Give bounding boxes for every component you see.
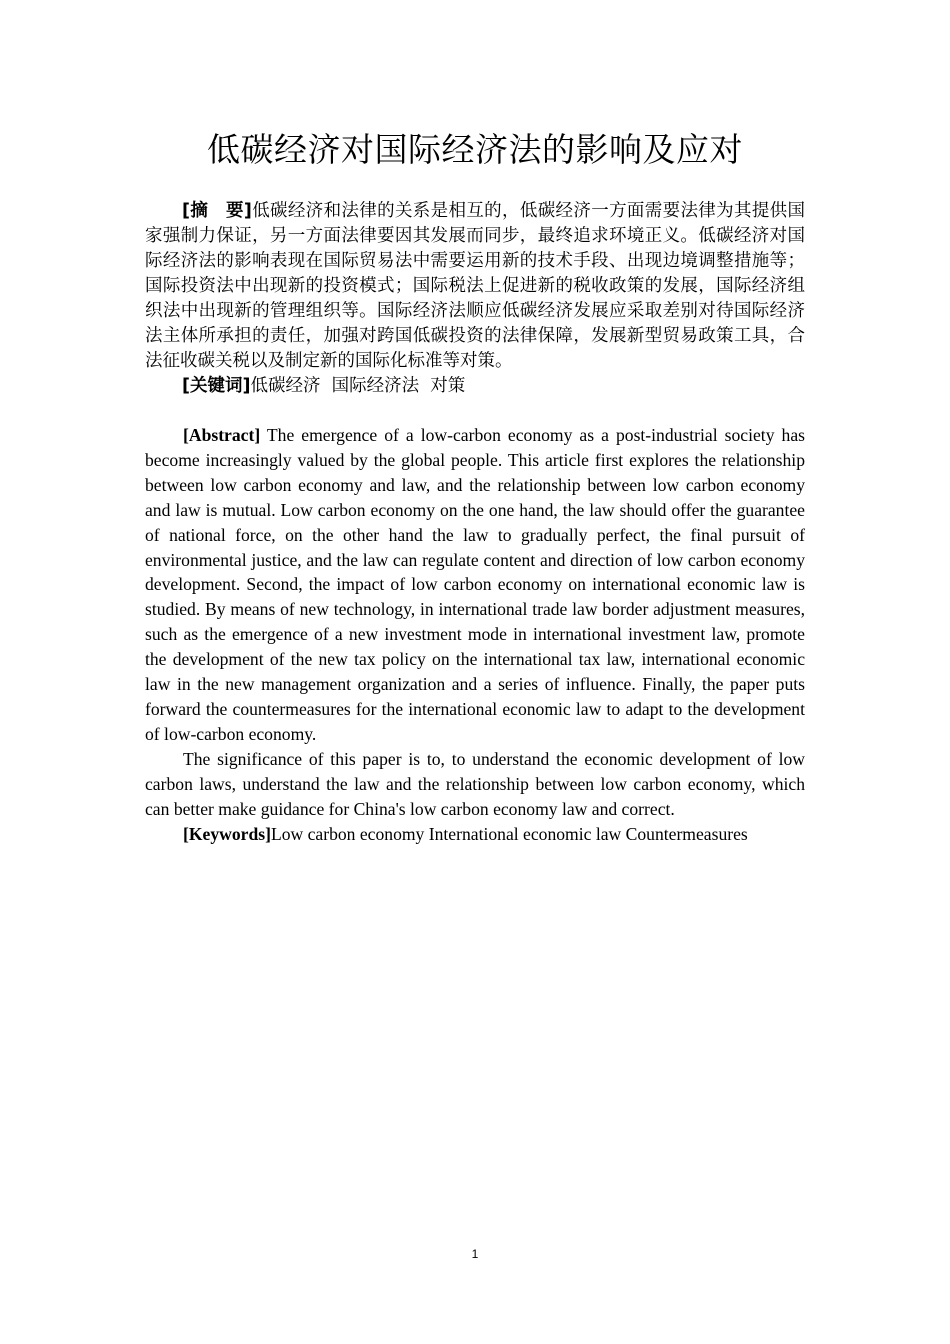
chinese-keywords [145, 374, 805, 399]
chinese-abstract-section [145, 199, 805, 399]
page-title: 低碳经济对国际经济法的影响及应对 [207, 130, 743, 169]
english-keywords-label: [Keywords] [183, 823, 271, 844]
english-abstract-label: [Abstract] [183, 425, 261, 445]
page-number: 1 [471, 1247, 479, 1261]
english-keywords-text: Low carbon economy International economic law Countermeasures [270, 823, 748, 844]
english-abstract [145, 423, 805, 747]
english-significance: The significance of this paper is to, to understand the economic development of low carbon laws, understand the law and the relationship between low carbon economy, which can better make guidance for China's low carbon economy law and correct. [145, 748, 805, 819]
english-keywords [145, 822, 805, 847]
chinese-keywords-label: [关键词] [182, 376, 251, 396]
english-abstract-section [145, 423, 805, 846]
chinese-abstract-label: [摘 要] [182, 201, 252, 221]
chinese-abstract-text: 低碳经济和法律的关系是相互的，低碳经济一方面需要法律为其提供国家强制力保证，另一方面法律要因其发展而同步，最终追求环境正义。低碳经济对国际经济法的影响表现在国际贸易法中需要运用新的技术手段、出现边境调整措施等；国际投资法中出现新的投资模式；国际税法上促进新的税收政策的发展，国际经济组织法中出现新的管理组织等。国际经济法顺应低碳经济发展应采取差别对待国际经济法主体所承担的责任，加强对跨国低碳投资的法律保障，发展新型贸易政策工具，合法征收碳关税以及制定新的国际化标准等对策。 [145, 201, 806, 371]
english-abstract-text: The emergence of a low-carbon economy as a post-industrial society has become increasingly valued by the global people. This article first explores the relationship between low carbon economy and law, and the relationship between low carbon economy and law is mutual. Low carbon economy on the one hand, the law should offer the guarantee of national force, on the other hand the law to gradually perfect, the final pursuit of environmental justice, and the law can regulate content and direction of low carbon economy development. Second, the impact of low carbon economy on international economic law is studied. By means of new technology, in international trade law border adjustment measures, such as the emergence of a new investment mode in international investment law, promote the development of the new tax policy on the international tax law, international economic law in the new management organization and a series of influence. Finally, the paper puts forward the countermeasures for the international economic law to adapt to the development of low-carbon economy. [145, 425, 805, 744]
chinese-keywords-text: 低碳经济 国际经济法 对策 [250, 376, 466, 396]
chinese-abstract [145, 199, 805, 374]
